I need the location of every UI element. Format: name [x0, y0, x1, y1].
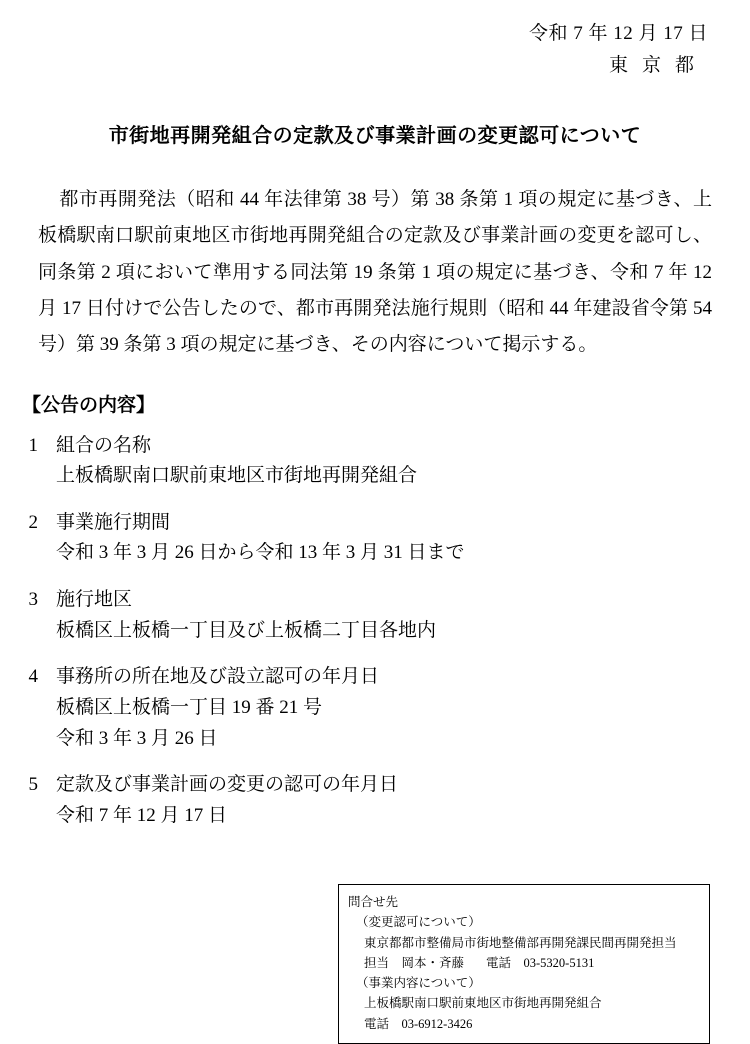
list-item-title: 定款及び事業計画の変更の認可の年月日 [56, 774, 399, 796]
list-item-title: 事務所の所在地及び設立認可の年月日 [56, 666, 380, 688]
document-header [0, 18, 750, 83]
list-item-line: 令和 3 年 3 月 26 日から令和 13 年 3 月 31 日まで [56, 542, 465, 564]
contact-phone-approval: 電話 03-5320-5131 [486, 955, 595, 970]
page-title: 市街地再開発組合の定款及び事業計画の変更認可について [108, 124, 642, 147]
section-heading: 【公告の内容】 [22, 394, 156, 416]
list-item [0, 508, 750, 569]
contact-phone-project: 電話 03-6912-3426 [364, 1016, 473, 1031]
list-item-line: 令和 7 年 12 月 17 日 [56, 804, 228, 826]
list-item [0, 662, 750, 754]
list-item-number: 3 [28, 589, 38, 611]
contact-organization: 上板橋駅南口駅前東地区市街地再開発組合 [364, 996, 602, 1011]
list-item-number: 1 [28, 434, 38, 456]
list-item-number: 2 [28, 512, 38, 534]
list-item [0, 431, 750, 492]
list-item-body [56, 662, 750, 754]
contact-box [338, 884, 710, 1044]
contact-department: 東京都都市整備局市街地整備部再開発課民間再開発担当 [364, 935, 677, 950]
issuing-authority: 東京都 [608, 55, 708, 77]
list-item-number: 4 [28, 666, 38, 688]
contact-person-name: 担当 岡本・斉藤 [364, 955, 465, 970]
issue-date: 令和 7 年 12 月 17 日 [528, 23, 708, 44]
list-item-body [56, 585, 750, 646]
list-item-line: 令和 3 年 3 月 26 日 [56, 727, 218, 749]
list-item-line: 上板橋駅南口駅前東地区市街地再開発組合 [56, 465, 418, 487]
list-item [0, 585, 750, 646]
notice-item-list [0, 431, 750, 832]
contact-person-row [348, 953, 700, 973]
list-item-title: 施行地区 [56, 589, 133, 611]
list-item-line: 板橋区上板橋一丁目 19 番 21 号 [56, 696, 323, 718]
contact-subject-approval: （変更認可について） [356, 915, 481, 930]
document-page [0, 18, 750, 1042]
list-item-title: 組合の名称 [56, 434, 152, 456]
list-item-title: 事業施行期間 [56, 512, 171, 534]
list-item-number: 5 [28, 774, 38, 796]
list-item-body [56, 770, 750, 831]
body-paragraph-text: 都市再開発法（昭和 44 年法律第 38 号）第 38 条第 1 項の規定に基づき、上板橋駅南口駅前東地区市街地再開発組合の定款及び事業計画の変更を認可し、同条第 2 項において準用する同法第 19 条第 1 項の規定に基づき、令和 7 年 12 月 17 日付けで公告したので、都市再開発法施行規則（昭和 44 年建設省令第 54 号）第 39 条第 3 項の規定に基づき、その内容について掲示する。 [38, 188, 712, 356]
contact-heading: 問合せ先 [348, 895, 399, 909]
list-item-line: 板橋区上板橋一丁目及び上板橋二丁目各地内 [56, 619, 437, 641]
body-paragraph [38, 182, 712, 364]
contact-subject-project: （事業内容について） [356, 976, 481, 990]
list-item-body [56, 431, 750, 492]
list-item [0, 770, 750, 831]
list-item-body [56, 508, 750, 569]
